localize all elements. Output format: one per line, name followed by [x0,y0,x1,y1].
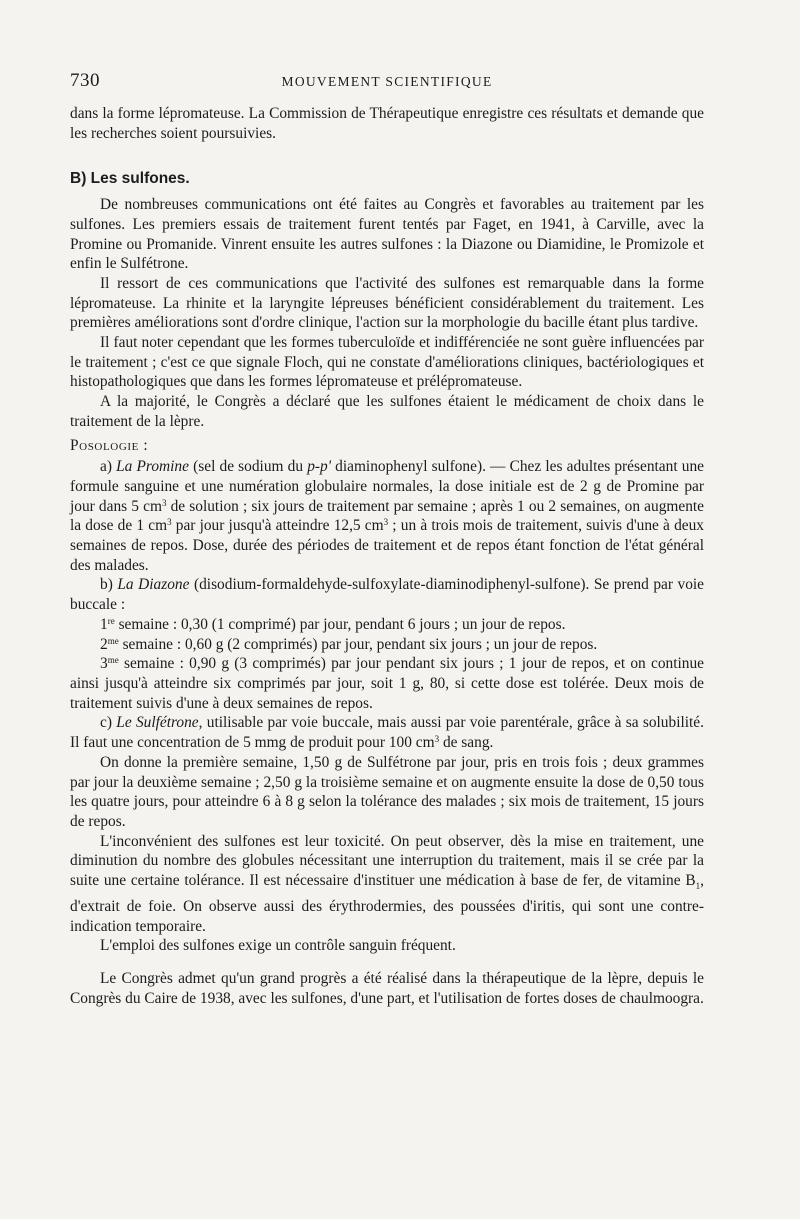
section-letter: B) [70,170,87,188]
item-text: (sel de sodium du [193,458,304,476]
week-2 [70,635,704,655]
week-text: semaine : 0,60 g (2 comprimés) par jour, pendant six jours ; un jour de repos. [122,635,598,653]
item-text: par jour jusqu'à atteindre 12,5 cm [175,517,384,535]
paragraph: A la majorité, le Congrès a déclaré que les sulfones étaient le médicament de choix dans le traitement de la lèpre. [70,393,704,430]
item-text: de solution ; six jours de traitement par semaine ; après 1 ou 2 semaines, on augmente la dose de 1 cm [70,497,705,535]
paragraph: Il faut noter cependant que les formes tuberculoïde et indifférenciée ne sont guère influencées par le traitement ; c'est ce que signale Floch, qui ne constate d'améliorations cliniques, bactériologiques et histopathologiques que dans les formes lépromateuse et prélépromateuse. [70,334,704,391]
paragraph: On donne la première semaine, 1,50 g de Sulfétrone par jour, pris en trois fois ; deux grammes par jour la deuxième semaine ; 2,50 g la troisième semaine et on augmente ensuite la dose de 0,50 tous les quatre jours, pour atteindre 6 à 8 g selon la tolérance des malades ; six mois de traitement, 15 jours de repos. [70,753,704,830]
exponent: 3 [383,517,389,528]
section-title: Les sulfones. [90,170,190,188]
item-text: de sang. [442,734,494,752]
section-heading [70,169,704,189]
paragraph [70,832,704,937]
item-text: ; un à trois mois de traitement, suivis d'une à deux semaines de repos. Dose, durée des périodes de traitement et de repos étant fonction de l'état général des malades. [70,517,704,574]
item-b [70,575,704,614]
item-prefix: c) [100,714,112,732]
week-3 [70,654,704,713]
item-c [70,713,704,752]
posologie-heading: Posologie : [70,436,149,454]
subscript: 1 [695,881,701,892]
item-prefix: a) [100,458,112,476]
formula: p-p' [307,458,331,476]
week-1 [70,615,704,635]
week-number: 2 [100,635,108,653]
week-number: 1 [100,615,108,633]
week-number: 3 [100,655,108,673]
exponent: 3 [434,734,440,745]
drug-name: Le Sulfétrone [116,714,199,732]
page-body [70,104,704,1008]
exponent: 3 [167,517,172,528]
item-text: , utilisable par voie buccale, mais aussi par voie parentérale, grâce à sa solubilité. Il faut une concentration de 5 mmg de produit pour 100 cm [70,714,704,752]
item-text: , d'extrait de foie. On observe aussi des érythrodermies, des poussées d'iritis, qui sont une contre-indication temporaire. [70,872,704,935]
item-a [70,457,704,575]
item-text: L'inconvénient des sulfones est leur toxicité. On peut observer, dès la mise en traitement, une diminution du nombre des globules nécessitant une interruption du traitement, mais il se crée par la suite une certaine tolérance. Il est nécessaire d'instituer une médication à base de fer, de vitamine B [70,832,704,890]
paragraph: L'emploi des sulfones exige un contrôle sanguin fréquent. [100,937,456,955]
intro-paragraph: dans la forme lépromateuse. La Commission de Thérapeutique enregistre ces résultats et demande que les recherches soient poursuivies. [70,105,704,142]
page-number: 730 [70,70,100,91]
ordinal-suffix: me [107,655,119,666]
week-text: semaine : 0,30 (1 comprimé) par jour, pendant 6 jours ; un jour de repos. [118,615,566,633]
closing-paragraph: Le Congrès admet qu'un grand progrès a été réalisé dans la thérapeutique de la lèpre, depuis le Congrès du Caire de 1938, avec les sulfones, d'une part, et l'utilisation de fortes doses de chaulmoogra. [70,969,704,1007]
item-text: diaminophenyl sulfone). — Chez les adultes présentant une formule sanguine et une numération globulaire normales, la dose initiale est de 2 g de Promine par jour dans 5 cm [70,458,704,515]
drug-name: La Promine [116,458,189,476]
week-text: semaine : 0,90 g (3 comprimés) par jour pendant six jours ; 1 jour de repos, et on continue ainsi jusqu'à atteindre six comprimés par jour, soit 1 g, 80, si cette dose est tolérée. Deux mois de traitement suivis d'une à deux semaines de repos. [70,655,704,712]
ordinal-suffix: re [107,615,115,626]
running-title: MOUVEMENT SCIENTIFIQUE [281,74,493,89]
item-text: (disodium-formaldehyde-sulfoxylate-diaminodiphenyl-sulfone). Se prend par voie buccale : [70,576,704,614]
exponent: 3 [161,497,167,508]
paragraph: Il ressort de ces communications que l'activité des sulfones est remarquable dans la forme lépromateuse. La rhinite et la laryngite lépreuses bénéficient considérablement du traitement. Les premières améliorations sont d'ordre clinique, l'action sur la morphologie du bacille étant plus tardive. [70,274,704,332]
drug-name: La Diazone [117,576,190,594]
page-header [70,70,704,94]
paragraph: De nombreuses communications ont été faites au Congrès et favorables au traitement par les sulfones. Les premiers essais de traitement furent tentés par Faget, en 1941, à Carville, avec la Promine ou Promanide. Vinrent ensuite les autres sulfones : la Diazone ou Diamidine, le Promizole et enfin le Sulfétrone. [70,196,704,273]
item-prefix: b) [100,576,113,594]
ordinal-suffix: me [107,635,119,646]
